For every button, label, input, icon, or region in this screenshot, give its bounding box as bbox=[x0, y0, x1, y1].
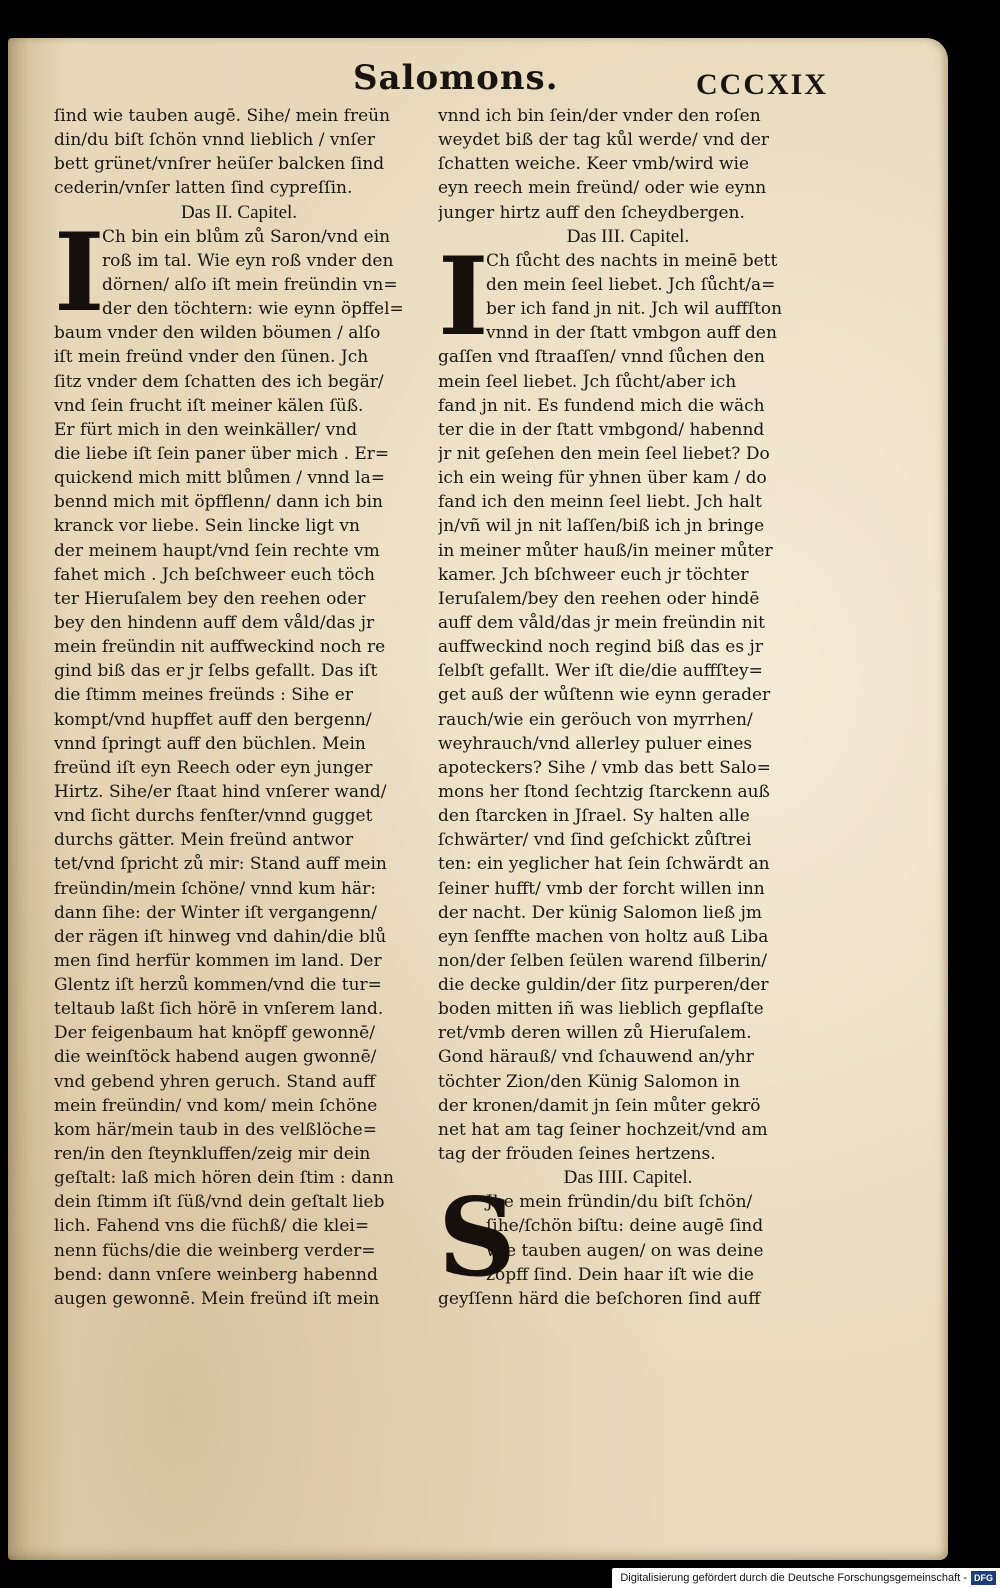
text-line: nenn füchs/die die weinberg verder= bbox=[54, 1240, 376, 1261]
text-line: bennd mich mit öpfflenn/ dann ich bin bbox=[54, 492, 383, 513]
text-line: ſchwärter/ vnd ſind geſchickt zůſtrei bbox=[438, 830, 752, 851]
text-line: baum vnder den wilden böumen / alſo bbox=[54, 323, 381, 344]
text-line: dann ſihe: der Winter iſt vergangenn/ bbox=[54, 902, 377, 923]
text-line: Glentz iſt herzů kommen/vnd die tur= bbox=[54, 975, 382, 996]
text-line: Gond härauß/ vnd ſchauwend an/yhr bbox=[438, 1047, 754, 1068]
left-column bbox=[54, 104, 424, 1311]
text-line: Der feigenbaum hat knöpff gewonnē/ bbox=[54, 1023, 375, 1044]
chapter-4-dropcap: S bbox=[438, 1175, 516, 1302]
text-line: die liebe iſt ſein paner über mich . Er= bbox=[54, 443, 390, 464]
text-line: ſeiner hufft/ vmb der forcht willen inn bbox=[438, 878, 765, 899]
text-line: kamer. Jch bſchweer euch jr töchter bbox=[438, 564, 749, 585]
text-line: wie tauben augen/ on was deine bbox=[486, 1240, 764, 1261]
text-line: mons her ſtond ſechtzig ſtarckenn auß bbox=[438, 781, 770, 802]
text-line: ich ein weing für yhnen über kam / do bbox=[438, 468, 767, 489]
text-line: weyhrauch/vnd allerley puluer eines bbox=[438, 733, 753, 754]
text-line: in meiner můter hauß/in meiner můter bbox=[438, 540, 773, 561]
text-line: der nacht. Der künig Salomon ließ jm bbox=[438, 902, 763, 923]
text-line: bett grünet/vnſrer heüſer balcken ſind bbox=[54, 154, 385, 175]
text-line: zöpff ſind. Dein haar iſt wie die bbox=[486, 1264, 754, 1285]
text-line: Ieruſalem/bey den reehen oder hindē bbox=[438, 588, 760, 609]
chapter-3-text bbox=[438, 345, 818, 1166]
text-line: get auß der wůſtenn wie eynn gerader bbox=[438, 685, 771, 706]
chapter-3-heading: Das III. Capitel. bbox=[566, 225, 690, 247]
text-line: ſihe/ſchön biſtu: deine augē ſind bbox=[486, 1216, 764, 1237]
text-line: weydet biß der tag kůl werde/ vnd der bbox=[438, 130, 770, 151]
text-line: geſtalt: laß mich hören dein ſtim : dann bbox=[54, 1168, 394, 1189]
chapter-2-dropcap: I bbox=[54, 209, 105, 336]
text-line: die ſtimm meines freünds : Sihe er bbox=[54, 685, 353, 706]
text-line: die weinſtöck habend augen gwonnē/ bbox=[54, 1047, 377, 1068]
text-line: dörnen/ alſo iſt mein freündin vn= bbox=[102, 274, 398, 295]
chapter-2-text bbox=[54, 321, 424, 1311]
chapter-2-heading: Das II. Capitel. bbox=[180, 201, 298, 223]
text-line: fand ich den meinn ſeel liebt. Jch halt bbox=[438, 492, 762, 513]
text-line: jr nit geſehen den mein ſeel liebet? Do bbox=[438, 443, 770, 464]
text-line: iſt mein freünd vnder den ſünen. Jch bbox=[54, 347, 369, 368]
left-top-text bbox=[54, 104, 424, 201]
text-line: Ch ſůcht des nachts in meinē bett bbox=[486, 250, 778, 271]
text-line: kranck vor liebe. Sein lincke ligt vn bbox=[54, 516, 360, 537]
text-line: vnnd ich bin ſein/der vnder den roſen bbox=[438, 106, 761, 126]
text-line: auffweckind noch regind biß das es jr bbox=[438, 637, 763, 658]
text-line: dein ſtimm iſt ſüß/vnd dein geſtalt lieb bbox=[54, 1192, 385, 1213]
text-line: kom här/mein taub in des velßlöche= bbox=[54, 1119, 377, 1140]
text-line: men ſind herfür kommen im land. Der bbox=[54, 950, 382, 971]
text-line: Er fürt mich in den weinkäller/ vnd bbox=[54, 419, 358, 440]
text-line: ter die in der ſtatt vmbgond/ habennd bbox=[438, 419, 765, 440]
credit-text: Digitalisierung gefördert durch die Deutsche Forschungsgemeinschaft - bbox=[620, 1572, 967, 1584]
text-line: gaſſen vnd ſtraaſſen/ vnnd ſůchen den bbox=[438, 347, 765, 368]
text-line: vnnd in der ſtatt vmbgon auff den bbox=[486, 323, 777, 344]
text-line: boden mitten iñ was lieblich gepflaſte bbox=[438, 999, 764, 1020]
text-line: vnd gebend yhren geruch. Stand auff bbox=[54, 1071, 376, 1092]
running-head: Salomons. bbox=[353, 58, 559, 98]
text-line: freünd iſt eyn Reech oder eyn junger bbox=[54, 757, 373, 778]
text-line: mein ſeel liebet. Jch ſůcht/aber ich bbox=[438, 371, 737, 392]
text-line: ſind wie tauben augē. Sihe/ mein freün bbox=[54, 106, 391, 126]
text-line: eyn ſenffte machen von holtz auß Liba bbox=[438, 926, 769, 947]
text-line: Hirtz. Sihe/er ſtaat hind vnſerer wand/ bbox=[54, 781, 387, 802]
text-line: der den töchtern: wie eynn öpffel= bbox=[102, 299, 404, 320]
text-line: apoteckers? Sihe / vmb das bett Salo= bbox=[438, 757, 771, 778]
text-line: ſelbſt gefallt. Wer iſt die/die auffſtey= bbox=[438, 661, 763, 682]
text-line: junger hirtz auff den ſcheydbergen. bbox=[438, 202, 745, 223]
folio-number: CCCXIX bbox=[696, 68, 828, 101]
text-line: Ch bin ein blům zů Saron/vnd ein bbox=[102, 226, 391, 247]
text-line: rauch/wie ein geröuch von myrrhen/ bbox=[438, 709, 753, 730]
text-line: ber ich fand jn nit. Jch wil auffſton bbox=[486, 299, 783, 320]
text-line: gind biß das er jr ſelbs gefallt. Das iſt bbox=[54, 661, 378, 682]
text-line: ten: ein yeglicher hat ſein ſchwärdt an bbox=[438, 854, 770, 875]
text-line: bend: dann vnſere weinberg habennd bbox=[54, 1264, 378, 1285]
text-line: die decke guldin/der ſitz purperen/der bbox=[438, 975, 769, 996]
text-line: ſitz vnder dem ſchatten des ich begär/ bbox=[54, 371, 384, 392]
text-line: tag der fröuden ſeines hertzens. bbox=[438, 1144, 716, 1165]
text-line: den mein ſeel liebet. Jch ſůcht/a= bbox=[486, 274, 776, 295]
text-line: teltaub laßt ſich hörē in vnſerem land. bbox=[54, 999, 384, 1020]
text-line: kompt/vnd hupffet auff den bergenn/ bbox=[54, 709, 372, 730]
text-line: vnd ſicht durchs fenſter/vnnd gugget bbox=[54, 806, 373, 827]
right-top-text bbox=[438, 104, 818, 225]
text-line: ren/in den ſteynkluffen/zeig mir dein bbox=[54, 1144, 371, 1165]
text-line: freündin/mein ſchöne/ vnnd kum här: bbox=[54, 878, 376, 899]
text-line: ſchatten weiche. Keer vmb/wird wie bbox=[438, 154, 750, 175]
text-line: durchs gätter. Mein freünd antwor bbox=[54, 830, 354, 851]
text-line: den ſtarcken in Jſrael. Sy halten alle bbox=[438, 806, 750, 827]
text-line: ter Hieruſalem bey den reehen oder bbox=[54, 588, 366, 609]
text-line: ret/vmb deren willen zů Hieruſalem. bbox=[438, 1023, 752, 1044]
chapter-3-dropcap: I bbox=[438, 233, 489, 360]
chapter-4-heading: Das IIII. Capitel. bbox=[563, 1167, 693, 1189]
text-line: der rägen iſt hinweg vnd dahin/die blů bbox=[54, 926, 387, 947]
text-line: bey den hindenn auff dem våld/das jr bbox=[54, 612, 375, 633]
book-page bbox=[8, 38, 948, 1560]
text-line: augen gewonnē. Mein freünd iſt mein bbox=[54, 1288, 380, 1309]
text-line: töchter Zion/den Künig Salomon in bbox=[438, 1071, 740, 1092]
text-line: mein freündin nit auffweckind noch re bbox=[54, 637, 386, 658]
text-line: der meinem haupt/vnd ſein rechte vm bbox=[54, 540, 380, 561]
text-line: cederin/vnſer latten ſind cypreſſin. bbox=[54, 178, 353, 199]
text-line: roß im tal. Wie eyn roß vnder den bbox=[102, 250, 394, 271]
text-line: vnd ſein frucht iſt meiner kälen ſüß. bbox=[54, 395, 364, 416]
text-line: fand jn nit. Es fundend mich die wäch bbox=[438, 395, 765, 416]
text-line: eyn reech mein freünd/ oder wie eynn bbox=[438, 178, 767, 199]
text-line: net hat am tag ſeiner hochzeit/vnd am bbox=[438, 1119, 768, 1140]
text-line: lich. Fahend vns die füchß/ die klei= bbox=[54, 1216, 370, 1237]
text-line: non/der ſelben ſeülen warend ſilberin/ bbox=[438, 950, 768, 971]
text-line: geyſſenn härd die beſchoren ſind auff bbox=[438, 1288, 761, 1309]
digitization-credit bbox=[612, 1568, 1000, 1588]
text-line: auff dem våld/das jr mein freündin nit bbox=[438, 612, 766, 633]
text-line: jn/vñ wil jn nit laſſen/biß ich jn bringe bbox=[438, 516, 765, 537]
text-line: Jhe mein fründin/du biſt ſchön/ bbox=[486, 1192, 753, 1213]
text-line: tet/vnd ſpricht zů mir: Stand auff mein bbox=[54, 854, 387, 875]
dfg-logo-icon: DFG bbox=[971, 1571, 996, 1585]
right-column bbox=[438, 104, 818, 1311]
text-line: vnnd ſpringt auff den büchlen. Mein bbox=[54, 733, 366, 754]
text-line: quickend mich mitt blůmen / vnnd la= bbox=[54, 468, 385, 489]
text-line: fahet mich . Jch beſchweer euch töch bbox=[54, 564, 375, 585]
text-line: der kronen/damit jn ſein můter gekrö bbox=[438, 1095, 761, 1116]
text-line: mein freündin/ vnd kom/ mein ſchöne bbox=[54, 1095, 378, 1116]
text-line: din/du biſt ſchön vnnd lieblich / vnſer bbox=[54, 130, 375, 151]
